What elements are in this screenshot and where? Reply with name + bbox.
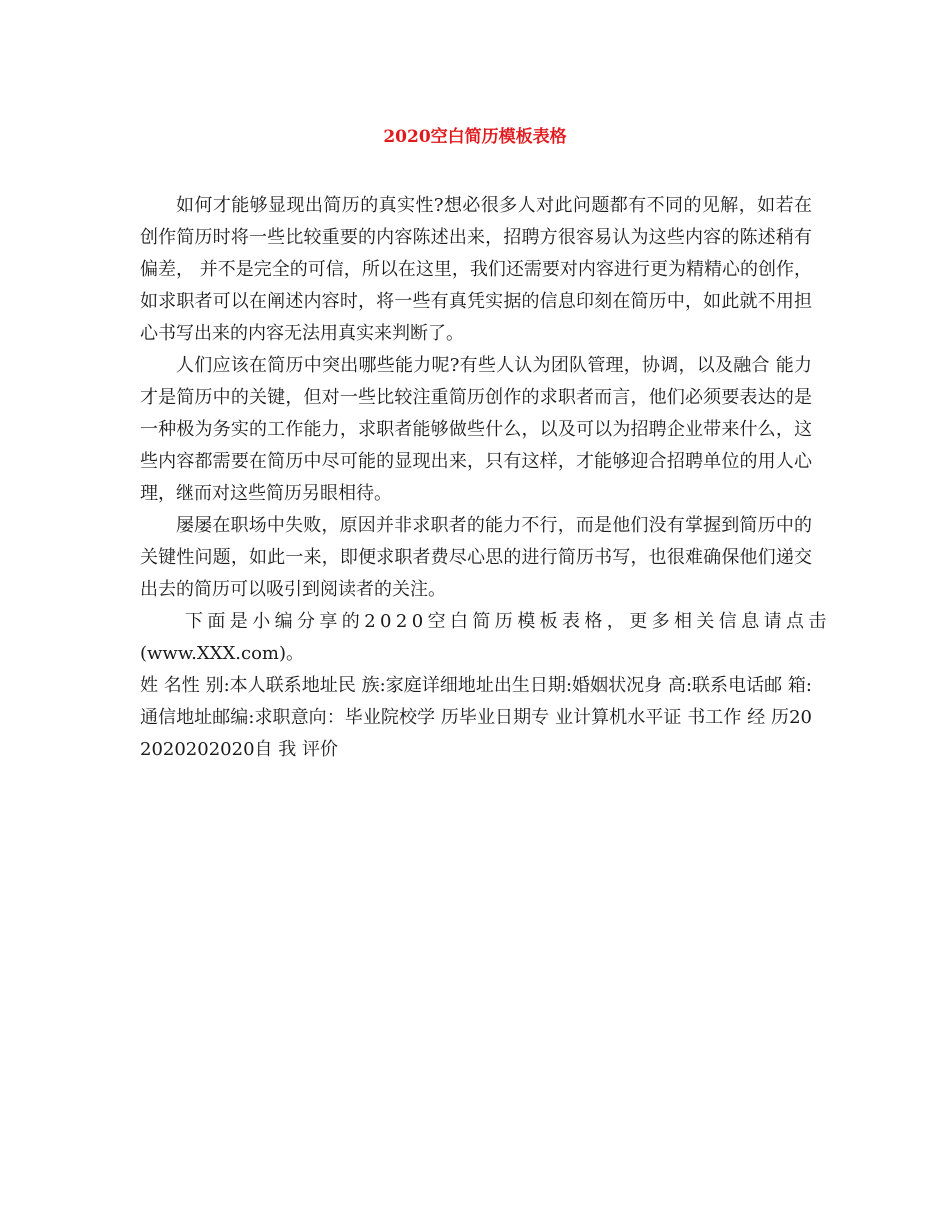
resume-form-fields: 姓 名性 别:本人联系地址民 族:家庭详细地址出生日期:婚姻状况身 高:联系电话邮 箱:通信地址邮编:求职意向：毕业院校学 历毕业日期专 业计算机水平证 书工作 经 历202020202020自 我 评价 — [140, 675, 812, 760]
intro-line: 下面是小编分享的2020空白简历模板表格，更多相关信息请点击 — [185, 611, 831, 632]
paragraph-2: 人们应该在简历中突出哪些能力呢?有些人认为团队管理，协调，以及融合 能力才是简历中的关键，但对一些比较注重简历创作的求职者而言，他们必须要表达的是一种极为务实的工作能力，求职者能够做些什么，以及可以为招聘企业带来什么，这些内容都需要在简历中尽可能的显现出来，只有这样，才能够迎合招聘单位的用人心理，继而对这些简历另眼相待。 — [140, 355, 812, 504]
intro-link[interactable]: (www.XXX.com)。 — [140, 643, 305, 664]
paragraph-1: 如何才能够显现出简历的真实性?想必很多人对此问题都有不同的见解，如若在创作简历时将一些比较重要的内容陈述出来，招聘方很容易认为这些内容的陈述稍有偏差， 并不是完全的可信，所以在这里，我们还需要对内容进行更为精精心的创作，如求职者可以在阐述内容时，将一些有真凭实据的信息印刻在简历中，如此就不用担心书写出来的内容无法用真实来判断了。 — [140, 195, 812, 344]
document-title: 2020空白简历模板表格 — [383, 127, 567, 147]
document-body — [140, 190, 831, 766]
paragraph-3: 屡屡在职场中失败，原因并非求职者的能力不行，而是他们没有掌握到简历中的关键性问题，如此一来，即便求职者费尽心思的进行简历书写，也很难确保他们递交出去的简历可以吸引到阅读者的关注。 — [140, 515, 812, 600]
